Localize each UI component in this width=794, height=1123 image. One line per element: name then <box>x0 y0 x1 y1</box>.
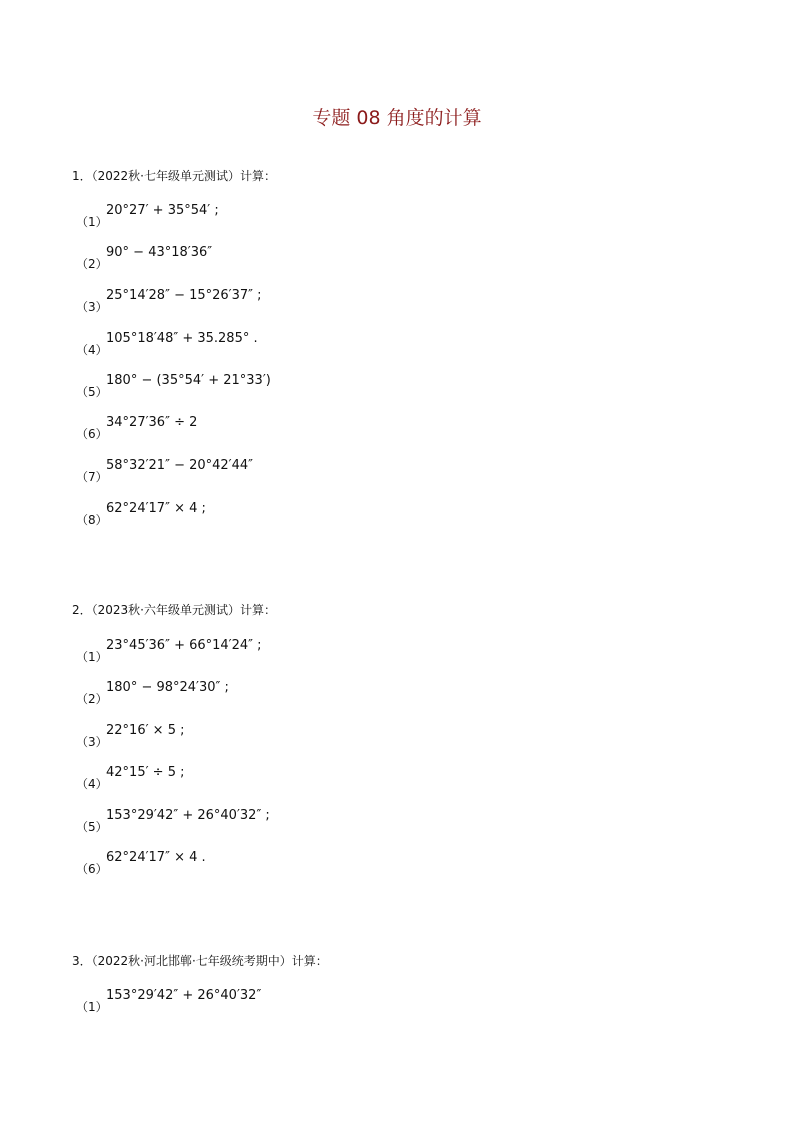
item-expression: 153°29′42″ + 26°40′32″ ; <box>106 808 270 823</box>
item-index: （1） <box>76 1000 108 1014</box>
item-index: （2） <box>76 257 108 271</box>
item-expression: 34°27′36″ ÷ 2 <box>106 415 198 430</box>
page-title: 专题 08 角度的计算 <box>312 107 482 129</box>
item-expression: 62°24′17″ × 4 ; <box>106 501 206 516</box>
item-expression: 23°45′36″ + 66°14′24″ ; <box>106 638 262 653</box>
item-index: （4） <box>76 343 108 357</box>
item-index: （3） <box>76 735 108 749</box>
item-index: （3） <box>76 300 108 314</box>
item-index: （5） <box>76 820 108 834</box>
item-index: （4） <box>76 777 108 791</box>
item-expression: 58°32′21″ − 20°42′44″ <box>106 458 254 473</box>
item-expression: 25°14′28″ − 15°26′37″ ; <box>106 288 262 303</box>
item-expression: 105°18′48″ + 35.285° . <box>106 331 258 346</box>
item-index: （8） <box>76 513 108 527</box>
item-index: （1） <box>76 650 108 664</box>
item-index: （1） <box>76 215 108 229</box>
item-expression: 22°16′ × 5 ; <box>106 723 185 738</box>
item-expression: 20°27′ + 35°54′ ; <box>106 203 219 218</box>
item-index: （7） <box>76 470 108 484</box>
item-expression: 62°24′17″ × 4 . <box>106 850 206 865</box>
item-expression: 180° − 98°24′30″ ; <box>106 680 229 695</box>
item-index: （5） <box>76 385 108 399</box>
question-2-header: 2．（2023秋·六年级单元测试）计算： <box>72 603 276 617</box>
item-expression: 42°15′ ÷ 5 ; <box>106 765 185 780</box>
item-expression: 153°29′42″ + 26°40′32″ <box>106 988 262 1003</box>
item-index: （6） <box>76 862 108 876</box>
item-expression: 90° − 43°18′36″ <box>106 245 213 260</box>
item-index: （6） <box>76 427 108 441</box>
question-3-header: 3．（2022秋·河北邯郸·七年级统考期中）计算： <box>72 954 328 968</box>
question-1-header: 1．（2022秋·七年级单元测试）计算： <box>72 169 276 183</box>
item-index: （2） <box>76 692 108 706</box>
item-expression: 180° − (35°54′ + 21°33′) <box>106 373 271 388</box>
